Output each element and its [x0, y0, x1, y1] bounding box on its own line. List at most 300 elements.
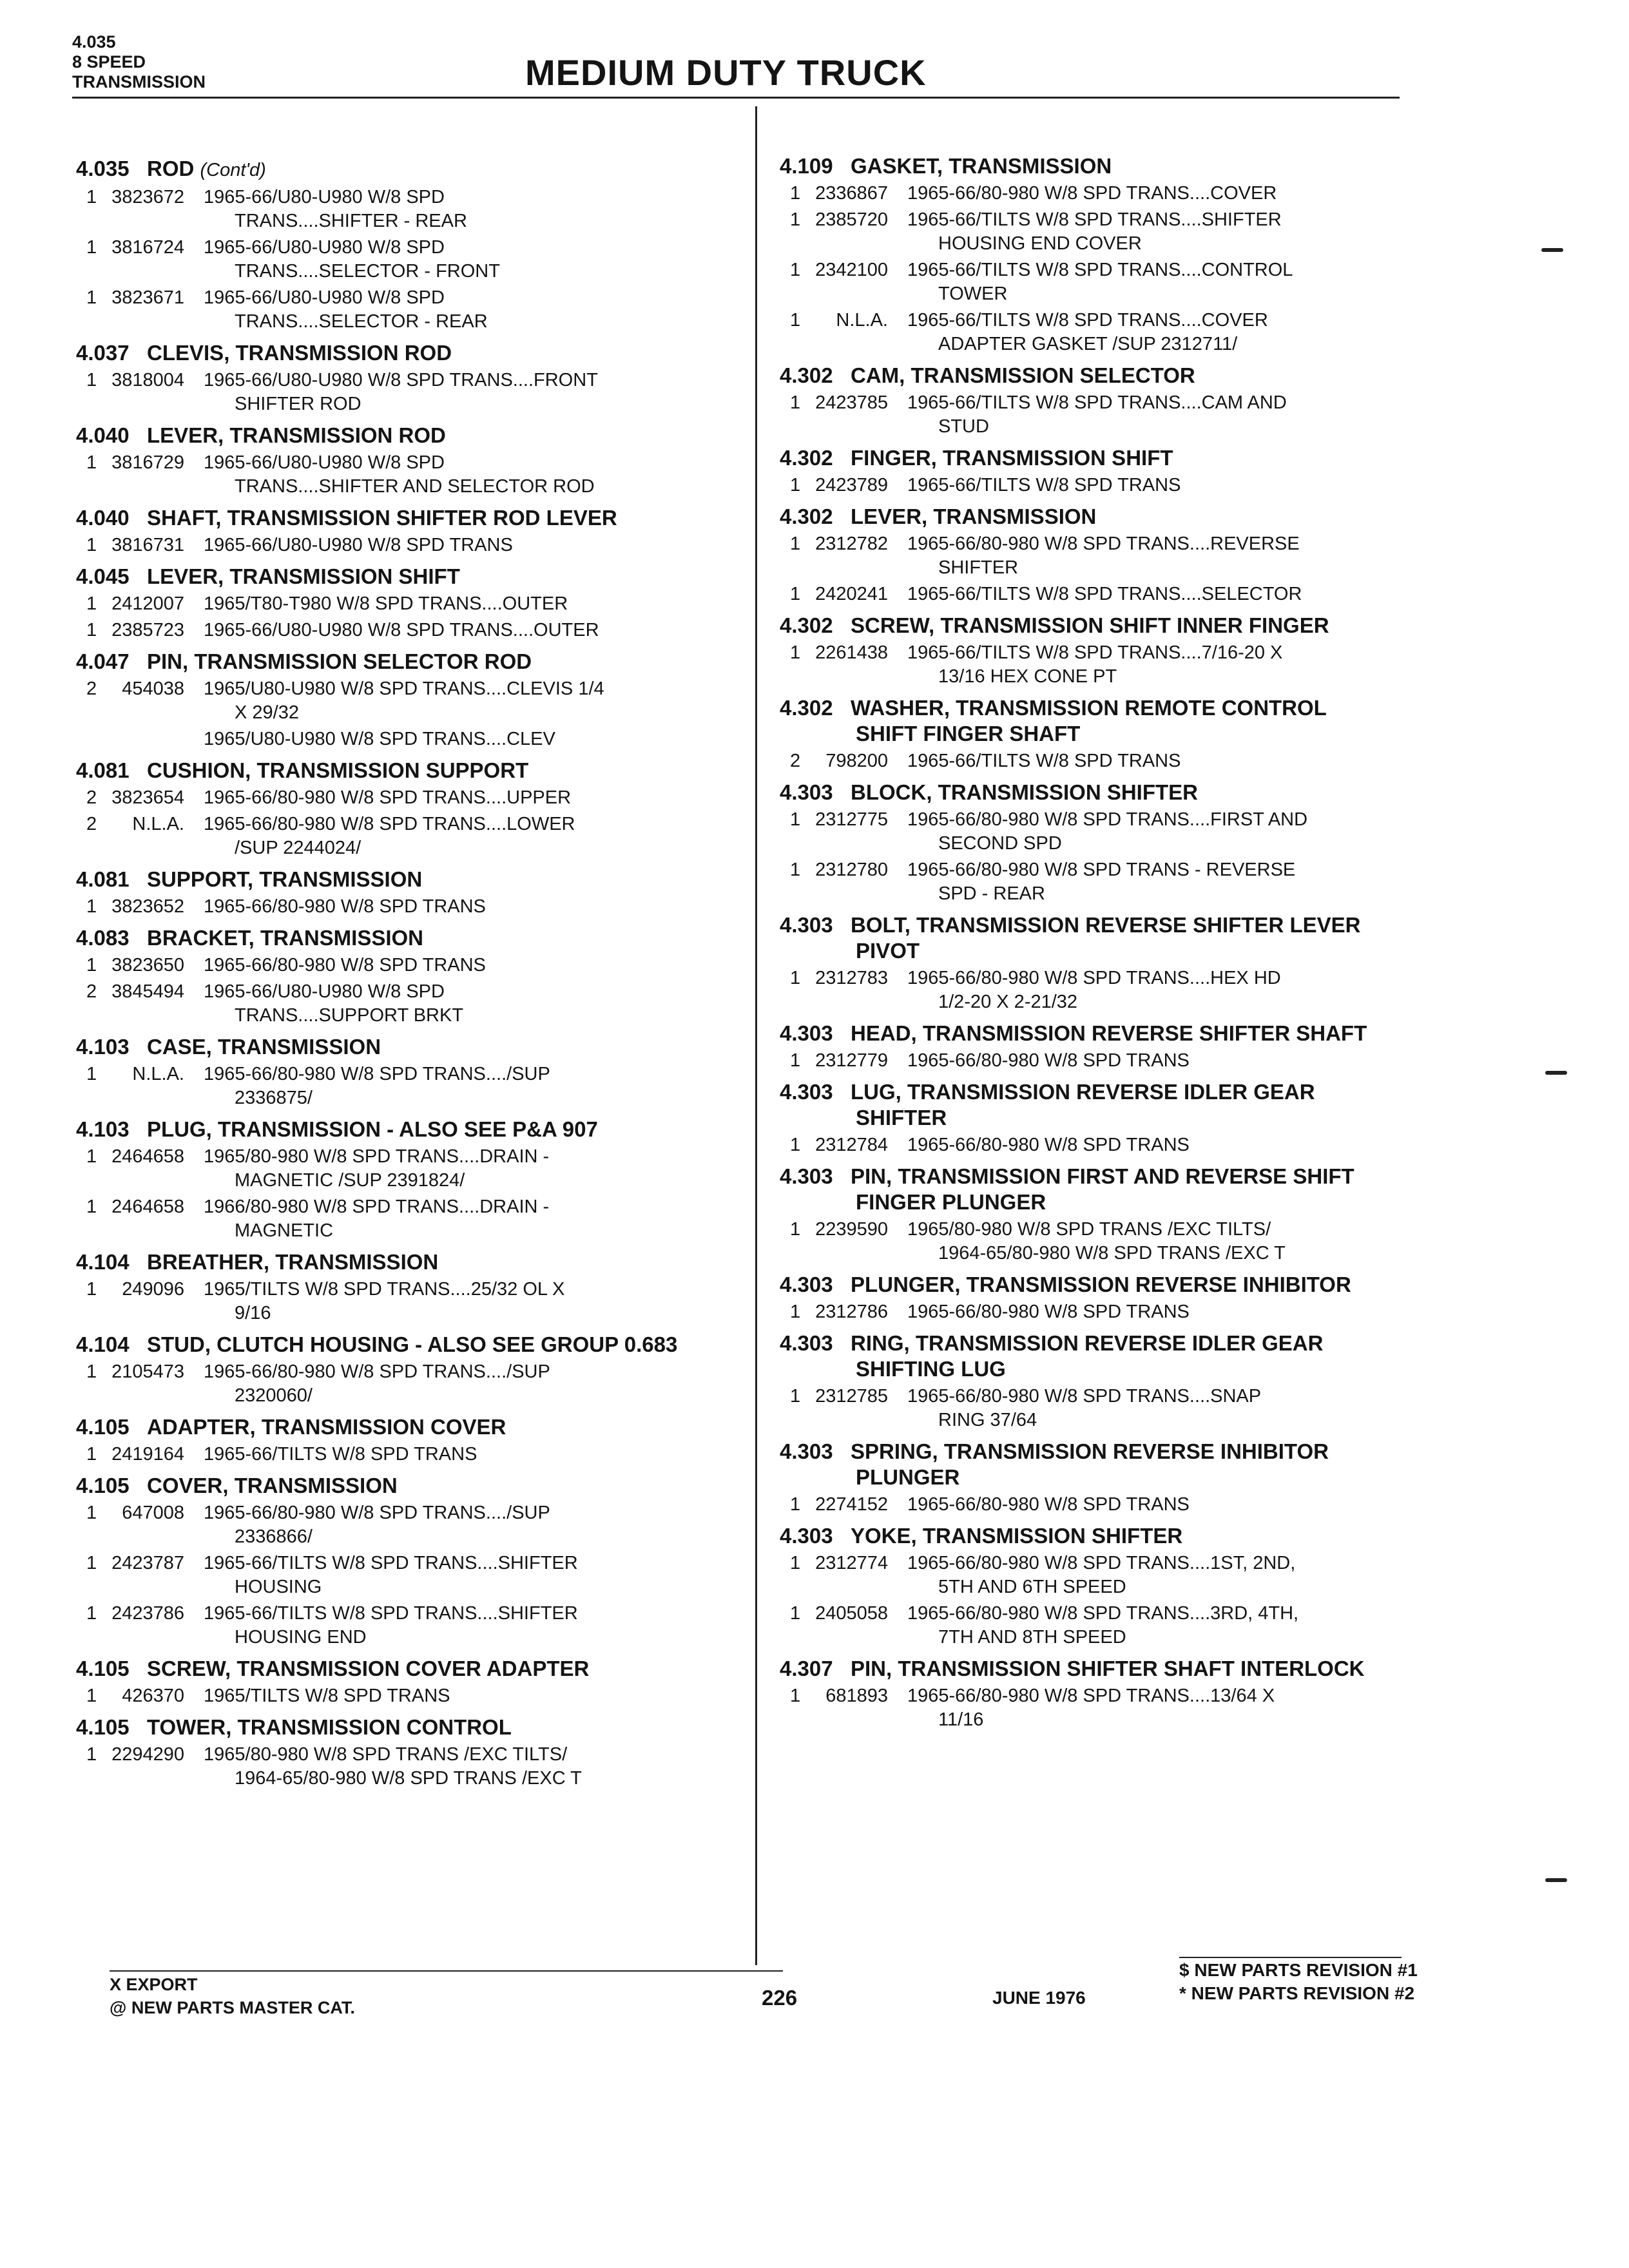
part-quantity: 1: [790, 1494, 801, 1515]
part-row: [780, 1385, 1463, 1432]
section-title-cont: SHIFT FINGER SHAFT: [856, 722, 1081, 745]
section-title: SUPPORT, TRANSMISSION: [147, 867, 423, 891]
part-description: [204, 1743, 759, 1791]
part-number: 3823650: [111, 955, 184, 975]
part-quantity: 1: [790, 809, 801, 830]
section-number: 4.302: [780, 363, 833, 387]
section-heading: [76, 1414, 759, 1440]
section-title: WASHER, TRANSMISSION REMOTE CONTROL: [851, 696, 1327, 720]
part-quantity: 1: [86, 187, 97, 207]
part-number: 2423786: [111, 1603, 184, 1624]
part-description: [907, 1385, 1463, 1432]
part-description: [204, 1195, 759, 1243]
part-description: [204, 286, 759, 334]
part-description: [204, 895, 759, 919]
part-row: [76, 369, 759, 416]
part-description-line: 1965/T80-T980 W/8 SPD TRANS....OUTER: [204, 593, 568, 614]
part-row: [780, 391, 1463, 439]
part-description-line: 1965-66/U80-U980 W/8 SPD: [204, 452, 445, 473]
footer-revision-1: $ NEW PARTS REVISION #1: [1179, 1960, 1418, 1980]
part-row: [780, 641, 1463, 689]
part-description-line: 1965-66/U80-U980 W/8 SPD TRANS: [204, 535, 513, 555]
section-title: BOLT, TRANSMISSION REVERSE SHIFTER LEVER: [851, 913, 1361, 937]
part-description-cont: TOWER: [938, 284, 1008, 304]
part-number: 3816729: [111, 452, 184, 473]
section-line-3: TRANSMISSION: [72, 72, 206, 91]
section-title: PLUG, TRANSMISSION - ALSO SEE P&A 907: [147, 1117, 598, 1141]
part-row: [76, 1684, 759, 1708]
section-heading: [76, 649, 759, 675]
part-description-cont: 11/16: [938, 1709, 984, 1730]
section-number: 4.302: [780, 505, 833, 528]
part-quantity: 1: [790, 475, 801, 495]
part-description-line: 1965/80-980 W/8 SPD TRANS....DRAIN -: [204, 1146, 550, 1167]
section-number: 4.104: [76, 1332, 130, 1356]
section-heading: [780, 1021, 1463, 1046]
part-row: [780, 966, 1463, 1014]
part-description-line: 1965-66/80-980 W/8 SPD TRANS....3RD, 4TH,: [907, 1603, 1299, 1624]
part-description-line: 1965-66/80-980 W/8 SPD TRANS..../SUP: [204, 1064, 550, 1084]
section-heading: [780, 1331, 1463, 1382]
section-number: 4.045: [76, 564, 130, 588]
part-description-cont: 5TH AND 6TH SPEED: [938, 1577, 1126, 1597]
section-heading: [76, 340, 759, 366]
section-number: 4.104: [76, 1250, 130, 1274]
footer-revision-2: * NEW PARTS REVISION #2: [1179, 1983, 1415, 2003]
part-quantity: 1: [790, 1603, 801, 1624]
section-title: ROD: [147, 157, 195, 180]
part-quantity: 1: [790, 1553, 801, 1573]
part-number: 2464658: [111, 1146, 184, 1167]
part-description-line: 1965-66/TILTS W/8 SPD TRANS....SHIFTER: [204, 1603, 578, 1624]
part-number: 2312780: [815, 860, 888, 880]
part-number: 2336867: [815, 183, 888, 204]
part-description-cont: /SUP 2244024/: [235, 838, 361, 858]
part-description-line: 1965-66/U80-U980 W/8 SPD: [204, 187, 445, 207]
section-heading: [780, 912, 1463, 964]
section-number: 4.303: [780, 913, 833, 937]
part-quantity: 1: [86, 955, 97, 975]
part-number: 3823672: [111, 187, 184, 207]
part-description: [204, 677, 759, 725]
part-quantity: 1: [86, 452, 97, 473]
section-number: 4.303: [780, 1080, 833, 1104]
section-title: PIN, TRANSMISSION SELECTOR ROD: [147, 649, 532, 673]
part-description-cont: 7TH AND 8TH SPEED: [938, 1627, 1126, 1648]
section-title: BRACKET, TRANSMISSION: [147, 926, 424, 950]
part-row: [76, 812, 759, 860]
section-heading: [76, 1034, 759, 1060]
part-description-line: 1965-66/80-980 W/8 SPD TRANS....UPPER: [204, 787, 572, 808]
part-row: [780, 1684, 1463, 1732]
part-row: [76, 1501, 759, 1549]
part-row: [76, 1360, 759, 1408]
part-description-line: 1965/U80-U980 W/8 SPD TRANS....CLEV: [204, 729, 555, 749]
section-heading: [76, 1473, 759, 1499]
part-description-line: 1965/80-980 W/8 SPD TRANS /EXC TILTS/: [204, 1744, 568, 1765]
footer-legend-right: [1179, 1959, 1418, 2005]
footer-rule-left: [110, 1970, 783, 1972]
part-number: 2312784: [815, 1135, 888, 1155]
part-description: [204, 619, 759, 642]
part-quantity: 1: [790, 968, 801, 988]
part-number: 2464658: [111, 1196, 184, 1217]
part-description-cont: MAGNETIC: [235, 1220, 334, 1241]
part-quantity: 2: [86, 981, 97, 1002]
part-row: [76, 895, 759, 919]
part-quantity: 1: [86, 620, 97, 640]
part-description: [907, 309, 1463, 356]
part-description: [907, 1049, 1463, 1073]
part-row: [780, 1218, 1463, 1265]
part-row: [76, 1743, 759, 1791]
right-column: [780, 147, 1463, 1732]
part-description-line: 1965-66/80-980 W/8 SPD TRANS....SNAP: [907, 1386, 1262, 1407]
part-description-line: 1965-66/U80-U980 W/8 SPD: [204, 287, 445, 308]
part-quantity: 1: [86, 593, 97, 614]
section-continued: (Cont'd): [200, 160, 266, 180]
section-heading: [780, 1656, 1463, 1682]
part-quantity: 1: [790, 1219, 801, 1240]
part-quantity: 1: [86, 1503, 97, 1523]
part-number: 3816724: [111, 237, 184, 258]
part-quantity: 1: [790, 533, 801, 554]
section-heading: [76, 867, 759, 892]
section-number: 4.037: [76, 341, 130, 365]
footer-export-note: X EXPORT: [110, 1975, 198, 1994]
part-description-line: 1965-66/80-980 W/8 SPD TRANS....COVER: [907, 183, 1277, 204]
section-number: 4.083: [76, 926, 130, 950]
part-description-cont: 1/2-20 X 2-21/32: [938, 992, 1078, 1012]
part-description-line: 1965/TILTS W/8 SPD TRANS....25/32 OL X: [204, 1279, 565, 1300]
part-description: [204, 186, 759, 233]
part-description: [204, 592, 759, 616]
part-description-cont: ADAPTER GASKET /SUP 2312711/: [938, 334, 1238, 354]
section-heading: [780, 1272, 1463, 1298]
part-description: [204, 954, 759, 977]
part-description-line: 1965-66/TILTS W/8 SPD TRANS: [907, 751, 1181, 771]
section-line-2: 8 SPEED: [72, 52, 146, 72]
page-title: MEDIUM DUTY TRUCK: [525, 52, 927, 93]
part-quantity: 2: [86, 678, 97, 699]
part-quantity: 1: [86, 1744, 97, 1765]
section-title: PIN, TRANSMISSION SHIFTER SHAFT INTERLOCK: [851, 1657, 1365, 1680]
part-description: [907, 966, 1463, 1014]
part-row: [780, 1552, 1463, 1599]
part-quantity: 1: [790, 1686, 801, 1706]
part-number: 2294290: [111, 1744, 184, 1765]
part-row: [780, 858, 1463, 906]
part-description-line: 1965-66/TILTS W/8 SPD TRANS....SHIFTER: [907, 209, 1282, 230]
part-number: 454038: [122, 678, 184, 699]
section-heading: [780, 1439, 1463, 1490]
part-description: [204, 1360, 759, 1408]
part-description: [204, 727, 759, 751]
part-description: [907, 532, 1463, 580]
part-description-cont: 1964-65/80-980 W/8 SPD TRANS /EXC T: [938, 1243, 1286, 1264]
section-heading: [76, 423, 759, 448]
part-number: 2274152: [815, 1494, 888, 1515]
part-description-cont: 13/16 HEX CONE PT: [938, 666, 1117, 687]
part-number: 3823671: [111, 287, 184, 308]
part-row: [76, 236, 759, 284]
part-quantity: 1: [790, 1135, 801, 1155]
section-title: COVER, TRANSMISSION: [147, 1474, 398, 1497]
section-title: CUSHION, TRANSMISSION SUPPORT: [147, 758, 529, 782]
part-row: [76, 1195, 759, 1243]
part-description-line: 1965-66/TILTS W/8 SPD TRANS....SELECTOR: [907, 584, 1302, 604]
part-row: [780, 1133, 1463, 1157]
part-row: [780, 182, 1463, 206]
section-number: 4.302: [780, 613, 833, 637]
section-heading: [780, 445, 1463, 471]
part-row: [76, 1278, 759, 1325]
part-quantity: 1: [86, 237, 97, 258]
section-heading: [780, 1079, 1463, 1131]
part-row: [780, 309, 1463, 356]
part-number: 2423785: [815, 392, 888, 413]
part-description: [907, 1684, 1463, 1732]
part-row: [76, 1145, 759, 1193]
part-description-line: 1965/80-980 W/8 SPD TRANS /EXC TILTS/: [907, 1219, 1271, 1240]
part-description: [204, 1602, 759, 1649]
part-description-line: 1965-66/80-980 W/8 SPD TRANS....REVERSE: [907, 533, 1300, 554]
part-row: [76, 954, 759, 977]
part-description: [907, 641, 1463, 689]
part-description-cont: MAGNETIC /SUP 2391824/: [235, 1170, 465, 1191]
part-number: 2261438: [815, 642, 888, 663]
part-description: [204, 451, 759, 499]
part-description-line: 1965-66/80-980 W/8 SPD TRANS....LOWER: [204, 814, 575, 834]
part-quantity: 1: [790, 1302, 801, 1322]
part-number: 2105473: [111, 1361, 184, 1382]
section-heading: [76, 925, 759, 951]
section-number: 4.105: [76, 1715, 130, 1739]
part-row: [76, 727, 759, 751]
part-row: [76, 1602, 759, 1649]
part-row: [76, 1062, 759, 1110]
part-description: [204, 980, 759, 1028]
part-number: 2312782: [815, 533, 888, 554]
section-heading: [780, 153, 1463, 179]
part-number: 2342100: [815, 260, 888, 280]
part-description: [907, 1493, 1463, 1517]
part-quantity: 1: [790, 183, 801, 204]
part-quantity: 1: [86, 1686, 97, 1706]
section-heading: [76, 1656, 759, 1682]
section-number: 4.303: [780, 780, 833, 804]
part-number: 426370: [122, 1686, 184, 1706]
part-row: [76, 1552, 759, 1599]
part-description: [907, 258, 1463, 306]
part-number: 2405058: [815, 1603, 888, 1624]
part-description: [907, 208, 1463, 256]
part-row: [780, 1049, 1463, 1073]
part-description-line: 1965-66/80-980 W/8 SPD TRANS..../SUP: [204, 1503, 550, 1523]
part-number: 2312786: [815, 1302, 888, 1322]
section-title: CASE, TRANSMISSION: [147, 1035, 381, 1059]
part-number: 2385720: [815, 209, 888, 230]
part-description-line: 1965-66/80-980 W/8 SPD TRANS....HEX HD: [907, 968, 1281, 988]
part-description: [204, 1443, 759, 1466]
part-row: [780, 808, 1463, 856]
section-code: 4.035: [72, 32, 116, 52]
part-number: 2385723: [111, 620, 184, 640]
part-quantity: 1: [790, 1050, 801, 1071]
section-heading: [76, 505, 759, 531]
part-number: 2420241: [815, 584, 888, 604]
part-description-line: 1965-66/U80-U980 W/8 SPD TRANS....FRONT: [204, 370, 598, 390]
section-title: SCREW, TRANSMISSION SHIFT INNER FINGER: [851, 613, 1329, 637]
section-title: SHAFT, TRANSMISSION SHIFTER ROD LEVER: [147, 506, 617, 530]
part-quantity: 1: [790, 860, 801, 880]
section-title: SPRING, TRANSMISSION REVERSE INHIBITOR: [851, 1439, 1329, 1463]
part-number: 2312779: [815, 1050, 888, 1071]
section-heading: [780, 1164, 1463, 1215]
part-number: 798200: [825, 751, 888, 771]
section-number: 4.035: [76, 157, 130, 180]
part-quantity: 1: [86, 1064, 97, 1084]
part-quantity: 1: [86, 1279, 97, 1300]
publication-date: JUNE 1976: [992, 1988, 1086, 2008]
part-description-cont: SHIFTER ROD: [235, 394, 361, 414]
section-heading: [780, 1523, 1463, 1549]
section-title: ADAPTER, TRANSMISSION COVER: [147, 1415, 506, 1439]
section-title-cont: SHIFTING LUG: [856, 1357, 1006, 1381]
part-row: [76, 186, 759, 233]
part-number: 2312775: [815, 809, 888, 830]
section-heading: [780, 363, 1463, 389]
part-number: 2419164: [111, 1444, 184, 1465]
part-quantity: 1: [86, 287, 97, 308]
part-description: [204, 786, 759, 810]
part-row: [780, 582, 1463, 606]
section-number: 4.303: [780, 1439, 833, 1463]
section-title: STUD, CLUTCH HOUSING - ALSO SEE GROUP 0.683: [147, 1332, 678, 1356]
part-number: 681893: [825, 1686, 888, 1706]
part-quantity: 1: [86, 1361, 97, 1382]
part-number: 3818004: [111, 370, 184, 390]
part-quantity: 1: [790, 260, 801, 280]
part-description: [907, 1300, 1463, 1324]
part-number: 2312774: [815, 1553, 888, 1573]
section-title: BLOCK, TRANSMISSION SHIFTER: [851, 780, 1199, 804]
part-description-line: 1965-66/TILTS W/8 SPD TRANS....7/16-20 X: [907, 642, 1283, 663]
section-number: 4.081: [76, 867, 130, 891]
part-quantity: 1: [790, 209, 801, 230]
part-description-cont: TRANS....SHIFTER AND SELECTOR ROD: [235, 476, 595, 497]
section-number: 4.303: [780, 1164, 833, 1188]
part-description: [907, 1602, 1463, 1649]
page-number: 226: [762, 1986, 798, 2010]
section-title: GASKET, TRANSMISSION: [851, 154, 1112, 178]
part-description-cont: 2336875/: [235, 1088, 313, 1108]
part-number: 647008: [122, 1503, 184, 1523]
part-number: 2412007: [111, 593, 184, 614]
part-description-line: 1965-66/80-980 W/8 SPD TRANS - REVERSE: [907, 860, 1296, 880]
part-description-line: 1965-66/TILTS W/8 SPD TRANS....CAM AND: [907, 392, 1287, 413]
footer-rule-right: [1179, 1957, 1402, 1958]
part-description-line: 1965-66/TILTS W/8 SPD TRANS....COVER: [907, 310, 1268, 331]
left-column: [76, 149, 759, 1791]
part-description: [204, 369, 759, 416]
part-quantity: [76, 727, 107, 751]
footer-legend-left: [110, 1973, 355, 2019]
part-row: [76, 533, 759, 557]
part-row: [780, 749, 1463, 773]
part-row: [780, 1300, 1463, 1324]
section-number: 4.303: [780, 1524, 833, 1548]
section-heading: [76, 156, 759, 183]
part-description-line: 1965-66/80-980 W/8 SPD TRANS: [907, 1302, 1190, 1322]
part-description-cont: TRANS....SHIFTER - REAR: [235, 211, 467, 231]
part-description-line: 1965-66/80-980 W/8 SPD TRANS....13/64 X: [907, 1686, 1275, 1706]
part-description-cont: TRANS....SELECTOR - REAR: [235, 311, 488, 332]
part-quantity: 1: [790, 392, 801, 413]
part-description-cont: 2320060/: [235, 1385, 313, 1406]
part-description: [204, 1684, 759, 1708]
part-description-line: 1965-66/80-980 W/8 SPD TRANS....1ST, 2ND,: [907, 1553, 1296, 1573]
part-description: [204, 1062, 759, 1110]
margin-tick-mark: [1545, 1878, 1567, 1882]
part-description-cont: SHIFTER: [938, 557, 1019, 578]
section-title: RING, TRANSMISSION REVERSE IDLER GEAR: [851, 1331, 1324, 1355]
part-description-cont: HOUSING END COVER: [938, 233, 1142, 254]
section-heading: [76, 564, 759, 590]
part-description-cont: 2336866/: [235, 1526, 313, 1547]
part-row: [780, 208, 1463, 256]
section-title: SCREW, TRANSMISSION COVER ADAPTER: [147, 1657, 590, 1680]
section-number: 4.040: [76, 506, 130, 530]
part-number: 2312785: [815, 1386, 888, 1407]
section-heading: [76, 1715, 759, 1740]
part-description: [204, 1145, 759, 1193]
part-description-line: 1965/TILTS W/8 SPD TRANS: [204, 1686, 450, 1706]
part-description-line: 1965-66/TILTS W/8 SPD TRANS: [204, 1444, 477, 1465]
part-quantity: 1: [86, 535, 97, 555]
section-number: 4.105: [76, 1657, 130, 1680]
part-row: [76, 451, 759, 499]
part-row: [76, 786, 759, 810]
part-number: N.L.A.: [132, 1064, 184, 1084]
part-description-line: 1965-66/80-980 W/8 SPD TRANS: [204, 955, 486, 975]
part-description: [204, 1501, 759, 1549]
section-heading: [780, 780, 1463, 805]
part-quantity: 1: [86, 1603, 97, 1624]
section-heading: [780, 695, 1463, 747]
margin-tick-mark: [1545, 1071, 1567, 1075]
part-quantity: 1: [790, 1386, 801, 1407]
section-title: YOKE, TRANSMISSION SHIFTER: [851, 1524, 1183, 1548]
part-description-cont: HOUSING: [235, 1577, 322, 1597]
section-number: 4.307: [780, 1657, 833, 1680]
part-quantity: 1: [86, 896, 97, 917]
part-number: 3845494: [111, 981, 184, 1002]
part-description-line: 1965/U80-U980 W/8 SPD TRANS....CLEVIS 1/4: [204, 678, 604, 699]
section-heading: [76, 1332, 759, 1358]
part-description: [204, 1552, 759, 1599]
part-quantity: 1: [86, 1146, 97, 1167]
section-number: 4.103: [76, 1035, 130, 1059]
part-description: [907, 1218, 1463, 1265]
section-title: TOWER, TRANSMISSION CONTROL: [147, 1715, 512, 1739]
section-title-cont: PIVOT: [856, 939, 920, 963]
header-rule: [72, 97, 1400, 99]
part-description: [204, 533, 759, 557]
part-number: [107, 727, 204, 751]
part-description: [907, 391, 1463, 439]
section-header: [72, 32, 206, 92]
